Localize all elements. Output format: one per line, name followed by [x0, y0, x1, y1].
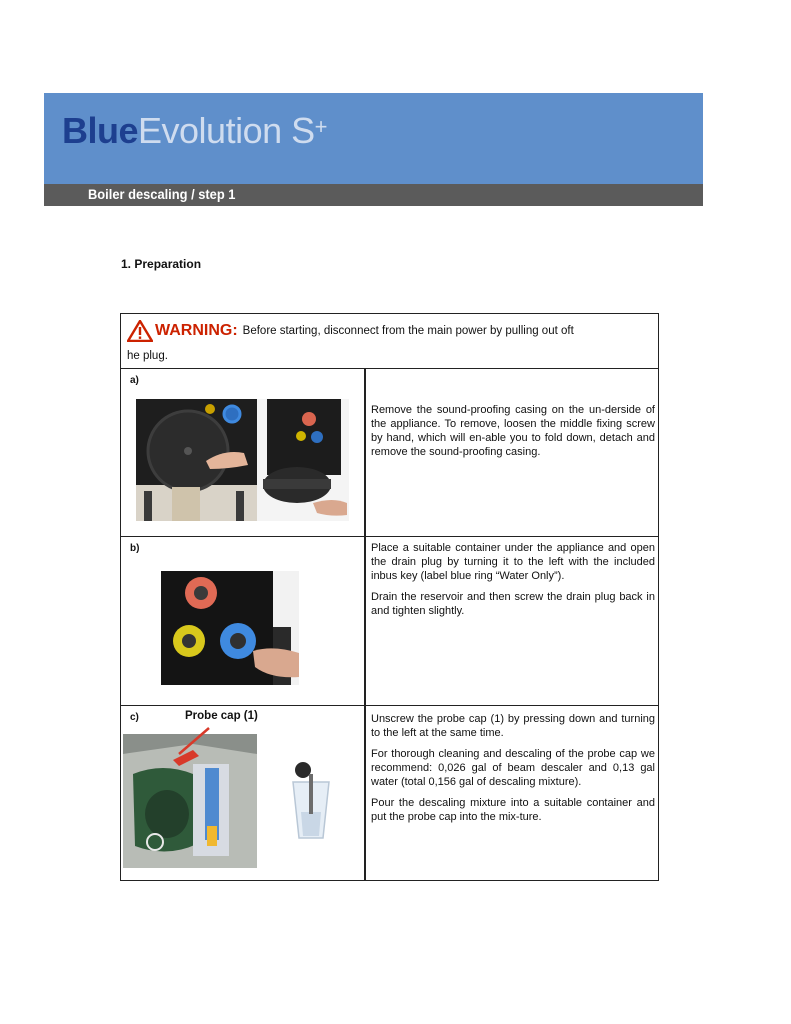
- probe-cup-photo: [289, 760, 333, 842]
- step-label-a: a): [130, 375, 139, 386]
- step-label-b: b): [130, 543, 140, 554]
- step-a-paragraph: Remove the sound-proofing casing on the un-derside of the appliance. To remove, loosen the middle fixing screw by hand, which will en-able you to fold down, detach and remove the sound-proofing casing.: [371, 404, 655, 458]
- instruction-table: [120, 313, 659, 881]
- casing-photo-2: [257, 399, 349, 521]
- step-description-c: [371, 712, 655, 831]
- brand-logo-sup: +: [314, 114, 327, 139]
- step-c-paragraph-1: Unscrew the probe cap (1) by pressing down and turning to the left at the same time.: [371, 713, 655, 739]
- probe-cap-label: Probe cap (1): [185, 710, 258, 722]
- step-b-paragraph-2: Drain the reservoir and then screw the drain plug back in and tighten slightly.: [371, 591, 655, 617]
- step-c-paragraph-3: Pour the descaling mixture into a suitable container and put the probe cap into the mix-ture.: [371, 797, 655, 823]
- section-title: 1. Preparation: [121, 257, 202, 271]
- casing-photo-1: [136, 399, 257, 521]
- warning-text-line2: he plug.: [127, 350, 168, 362]
- brand-logo: [62, 111, 327, 151]
- header-banner: [44, 93, 703, 184]
- step-row-a: [121, 369, 658, 537]
- step-b-paragraph-1: Place a suitable container under the appliance and open the drain plug by turning it to the left with the included inbus key (label blue ring “Water Only”).: [371, 542, 655, 582]
- warning-text-line1: Before starting, disconnect from the main power by pulling out oft: [242, 325, 574, 337]
- brand-logo-ue: ue: [97, 110, 139, 151]
- warning-label: WARNING:: [155, 322, 238, 339]
- step-row-c: [121, 706, 658, 880]
- drain-plug-photo: [161, 571, 299, 685]
- brand-logo-bl: Bl: [62, 110, 97, 151]
- brand-logo-rest: Evolution S: [138, 110, 315, 151]
- warning-row: [121, 314, 658, 369]
- pointer-arrow-icon: [173, 726, 213, 758]
- step-label-c: c): [130, 712, 139, 723]
- warning-triangle-icon: [127, 320, 153, 342]
- step-description-a: [371, 403, 655, 466]
- step-c-paragraph-2: For thorough cleaning and descaling of the probe cap we recommend: 0,026 gal of beam descaler and 0,13 gal water (total 0,156 gal of descaling mixture).: [371, 748, 655, 788]
- subtitle-bar: [44, 184, 703, 206]
- step-description-b: [371, 541, 655, 625]
- page-subtitle: Boiler descaling / step 1: [88, 186, 236, 202]
- step-row-b: [121, 537, 658, 706]
